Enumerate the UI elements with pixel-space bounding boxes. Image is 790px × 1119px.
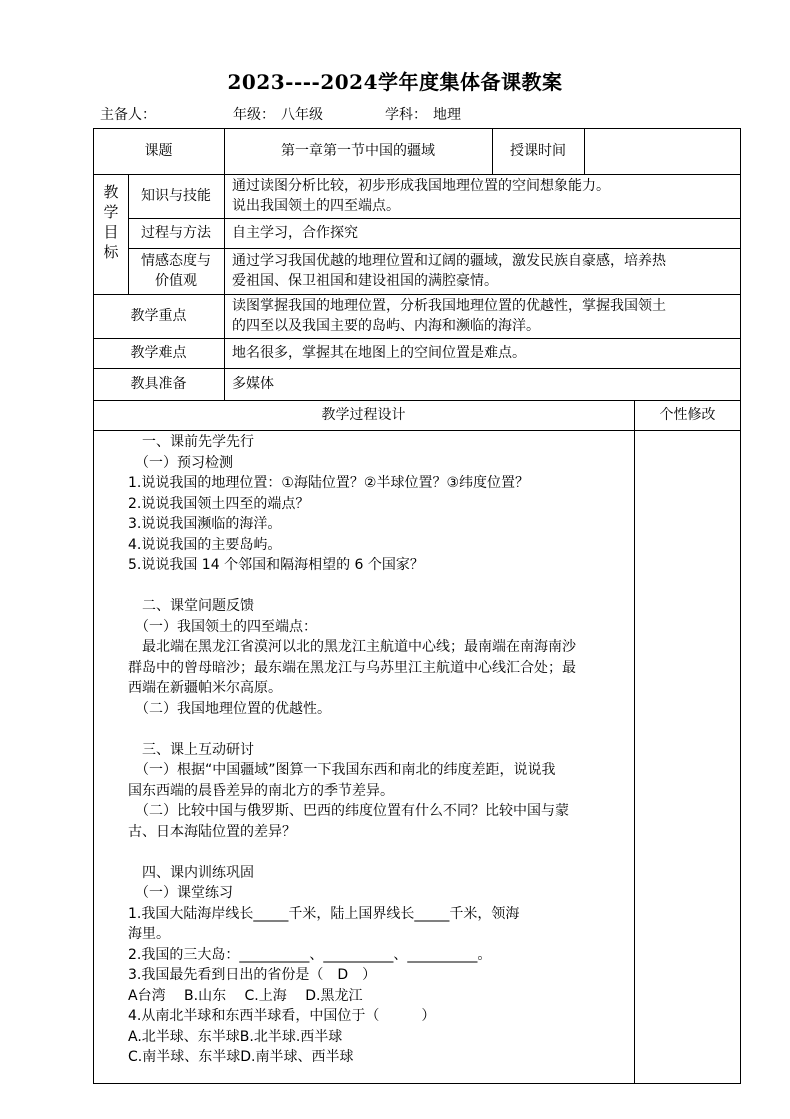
goals-label: 教 学 目 标 — [103, 183, 119, 261]
goal-label-attitude: 价值观 — [155, 273, 197, 289]
topic-value: 第一章第一节中国的疆域 — [281, 143, 435, 159]
document-title: 2023----2024学年度集体备课教案 — [227, 70, 563, 94]
subject-value: 地理 — [433, 107, 461, 123]
goal-knowledge-line: 通过读图分析比较，初步形成我国地理位置的空间想象能力。 — [232, 178, 610, 194]
process-line: 3.我国最先看到日出的省份是（ D ） — [128, 967, 377, 983]
process-line: A台湾 B.山东 C.上海 D.黑龙江 — [128, 987, 363, 1004]
row-divider — [93, 430, 741, 431]
process-line: 1.说说我国的地理位置：①海陆位置？②半球位置？③纬度位置？ — [128, 475, 530, 491]
process-line: 群岛中的曾母暗沙；最东端在黑龙江与乌苏里江主航道中心线汇合处；最 — [128, 659, 576, 676]
process-line: 2.说说我国领土四至的端点？ — [128, 495, 310, 512]
process-line: 4.说说我国的主要岛屿。 — [128, 536, 282, 553]
process-line: 古、日本海陆位置的差异？ — [128, 823, 296, 840]
process-line: 三、课上互动研讨 — [128, 741, 254, 758]
personal-header: 个性修改 — [659, 407, 716, 423]
process-line: 4.从南北半球和东西半球看，中国位于（ ） — [128, 1008, 436, 1024]
grade-label: 年级： — [233, 107, 275, 123]
row-divider — [93, 400, 741, 401]
row-divider — [93, 368, 741, 369]
process-line: 3.说说我国濒临的海洋。 — [128, 516, 282, 532]
process-line: 国东西端的晨昏差异的南北方的季节差异。 — [128, 782, 394, 799]
process-line: A.北半球、东半球B.北半球.西半球 — [128, 1028, 343, 1045]
preparer-label: 主备人： — [100, 107, 156, 123]
key-line: 读图掌握我国的地理位置，分析我国地理位置的优越性，掌握我国领土 — [232, 298, 666, 314]
column-divider — [634, 400, 635, 1084]
time-label: 授课时间 — [510, 143, 566, 159]
process-line: （一）课堂练习 — [128, 885, 233, 901]
process-line: 1.我国大陆海岸线长_____千米，陆上国界线长_____千米，领海 — [128, 905, 520, 922]
process-line — [128, 842, 633, 863]
grade-value: 八年级 — [281, 107, 323, 123]
row-divider — [128, 218, 741, 219]
process-line — [128, 719, 633, 740]
tools-label: 教具准备 — [130, 376, 187, 392]
row-divider — [93, 294, 741, 295]
row-divider — [128, 248, 741, 249]
key-line: 的四至以及我国主要的岛屿、内海和濒临的海洋。 — [232, 318, 540, 334]
process-line: 西端在新疆帕米尔高原。 — [128, 680, 282, 696]
process-line: （一）根据“中国疆域”图算一下我国东西和南北的纬度差距，说说我 — [128, 762, 556, 778]
key-label: 教学重点 — [130, 308, 187, 324]
process-line: （二）我国地理位置的优越性。 — [128, 700, 331, 717]
column-divider — [224, 174, 225, 400]
goal-process-line: 自主学习，合作探究 — [232, 225, 358, 241]
goal-attitude-line: 通过学习我国优越的地理位置和辽阔的疆域，激发民族自豪感，培养热 — [232, 253, 666, 269]
process-body — [128, 432, 633, 1068]
goal-attitude-line: 爱祖国、保卫祖国和建设祖国的满腔豪情。 — [232, 273, 498, 289]
process-line: （一）预习检测 — [128, 454, 233, 471]
process-line: （一）我国领土的四至端点： — [128, 618, 317, 635]
goal-label-attitude: 情感态度与 — [141, 253, 211, 269]
goal-label-knowledge: 知识与技能 — [141, 188, 211, 204]
row-divider — [93, 338, 741, 339]
process-line: 最北端在黑龙江省漠河以北的黑龙江主航道中心线；最南端在南海南沙 — [128, 639, 576, 655]
process-header: 教学过程设计 — [321, 407, 406, 423]
tools-value: 多媒体 — [232, 376, 274, 392]
process-line: 一、课前先学先行 — [128, 434, 254, 450]
topic-label: 课题 — [144, 143, 173, 159]
difficulty-label: 教学难点 — [130, 345, 187, 361]
column-divider — [584, 128, 585, 174]
row-divider — [93, 174, 741, 175]
process-line: 二、课堂问题反馈 — [128, 598, 254, 614]
process-line: 四、课内训练巩固 — [128, 864, 254, 881]
subject-label: 学科： — [385, 107, 427, 123]
difficulty-value: 地名很多，掌握其在地图上的空间位置是难点。 — [232, 345, 526, 361]
goal-knowledge-line: 说出我国领土的四至端点。 — [232, 198, 400, 214]
process-line — [128, 576, 633, 597]
process-line: 海里。 — [128, 926, 170, 942]
process-line: 2.我国的三大岛：__________、__________、__________。 — [128, 946, 492, 963]
process-line: C.南半球、东半球D.南半球、西半球 — [128, 1049, 354, 1065]
process-line: 5.说说我国 14 个邻国和隔海相望的 6 个国家？ — [128, 557, 424, 573]
process-line: （二）比较中国与俄罗斯、巴西的纬度位置有什么不同？比较中国与蒙 — [128, 803, 569, 819]
goal-label-process: 过程与方法 — [141, 225, 211, 241]
